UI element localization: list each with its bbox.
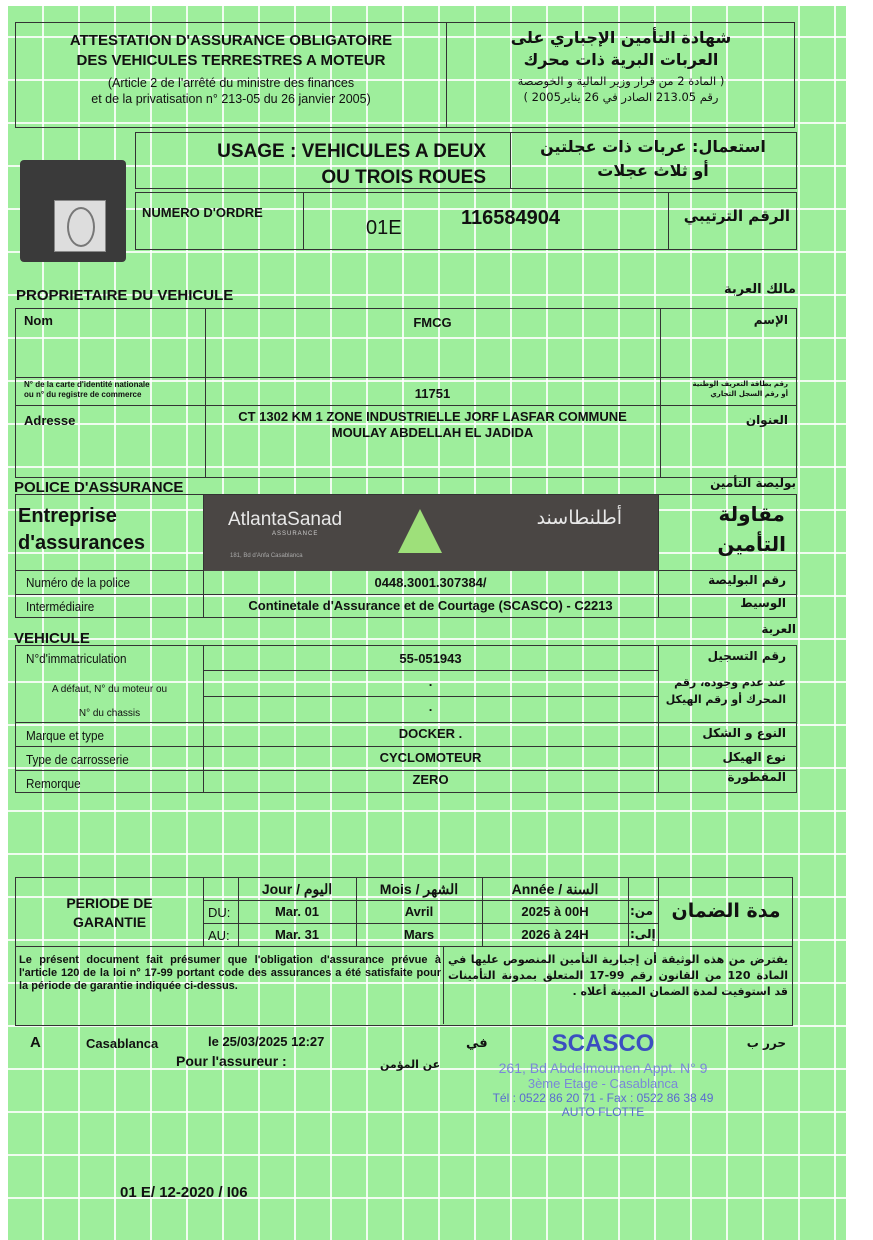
title-ar-line-1: شهادة التأمين الإجباري على — [510, 28, 732, 47]
moteur-value: . — [428, 674, 433, 689]
intermediaire-label: Intermédiaire — [26, 599, 95, 614]
section-heading-police: POLICE D'ASSURANCE — [14, 479, 184, 496]
du-mois: Avril — [404, 904, 434, 919]
stamp-address: 261, Bd Abdelmoumen Appt. N° 9 — [498, 1060, 708, 1076]
col-jour: Jour / اليوم — [261, 881, 333, 897]
numero-ordre-label: NUMERO D'ORDRE — [142, 205, 263, 220]
entreprise-label-ar — [717, 499, 786, 559]
signature-date: le 25/03/2025 12:27 — [208, 1034, 325, 1049]
du-jour: Mar. 01 — [274, 904, 320, 919]
subtitle-ar-line-1: ( المادة 2 من قرار وزير المالية و الخوصصة — [517, 74, 725, 88]
defaut-label-ar — [666, 674, 786, 708]
defaut-label — [16, 678, 203, 726]
usage-fr-line-1: USAGE : VEHICULES A DEUX — [217, 141, 486, 162]
numero-police-label-ar: رقم البوليصة — [708, 573, 786, 587]
notice-box — [15, 946, 793, 1026]
entreprise-label — [18, 503, 145, 557]
intermediaire-label-ar: الوسيط — [740, 596, 786, 610]
company-stamp — [448, 1030, 758, 1119]
carrosserie-label-ar: نوع الهيكل — [722, 750, 786, 764]
periode-label-line-2: GARANTIE — [72, 914, 147, 930]
au-mois: Mars — [403, 927, 435, 942]
section-heading-vehicule-ar: العربة — [761, 622, 796, 636]
section-heading-proprietaire-ar: مالك العربة — [724, 282, 796, 297]
numero-ordre-prefix: 01E — [366, 217, 402, 239]
adresse-line-2: MOULAY ABDELLAH EL JADIDA — [331, 425, 534, 440]
emblem-icon — [54, 200, 106, 252]
au-annee: 2026 à 24H — [521, 927, 589, 942]
stamp-name: SCASCO — [551, 1030, 655, 1057]
logo-name-ar: أطلنطاسند — [536, 507, 622, 529]
nom-value: FMCG — [413, 315, 452, 330]
title-ar — [446, 27, 796, 71]
numero-ordre-label-ar: الرقم الترتيبي — [683, 207, 790, 225]
entreprise-label-line-2: d'assurances — [18, 532, 146, 554]
footer-code: 01 E/ 12-2020 / I06 — [120, 1184, 248, 1201]
id-label-ar-line-1: رقم بطاقة التعريف الوطنية — [692, 380, 788, 388]
nom-label-ar: الإسم — [753, 313, 788, 327]
marque-value: DOCKER . — [398, 726, 463, 741]
entreprise-label-line-1: Entreprise — [18, 505, 117, 527]
signature-fi-ar: في — [466, 1036, 488, 1051]
col-annee: Année / السنة — [511, 881, 599, 897]
notice-fr: Le présent document fait présumer que l'obligation d'assurance prévue à l'article 120 de la loi n° 17-99 portant code des assurances a été satisfaite pour la période de garantie indiquée ci-dessus. — [19, 954, 441, 992]
id-label-ar — [693, 379, 788, 399]
usage-fr — [156, 139, 486, 191]
carrosserie-label: Type de carrosserie — [26, 752, 129, 767]
stamp-auto-flotte: AUTO FLOTTE — [561, 1105, 645, 1119]
title-fr — [16, 31, 446, 71]
periode-table — [15, 877, 793, 947]
attestation-document — [8, 6, 846, 1240]
periode-label-ar: مدة الضمان — [671, 900, 781, 922]
logo-address: 181, Bd d'Anfa Casablanca — [230, 553, 303, 559]
immatriculation-value: 55-051943 — [399, 651, 462, 666]
intermediaire-value: Continetale d'Assurance et de Courtage (SCASCO) - C2213 — [248, 598, 613, 613]
signature-pour-assureur: Pour l'assureur : — [176, 1053, 287, 1069]
periode-label-line-1: PERIODE DE — [66, 895, 153, 911]
entreprise-label-ar-line-1: مقاولة — [718, 502, 785, 526]
carrosserie-value: CYCLOMOTEUR — [379, 750, 482, 765]
du-label: DU: — [208, 905, 231, 920]
remorque-label: Remorque — [26, 776, 81, 791]
usage-ar — [510, 135, 796, 183]
adresse-line-1: CT 1302 KM 1 ZONE INDUSTRIELLE JORF LASFAR COMMUNE — [238, 409, 627, 424]
insurance-emblem — [20, 160, 126, 262]
marque-label-ar: النوع و الشكل — [702, 726, 786, 740]
defaut-label-ar-line-2: المحرك أو رقم الهيكل — [665, 693, 786, 706]
logo-name: AtlantaSanad — [228, 509, 343, 530]
signature-an-almoaman-ar: عن المؤمن — [380, 1058, 441, 1071]
adresse-label: Adresse — [24, 413, 76, 428]
police-table — [15, 494, 797, 618]
section-heading-vehicule: VEHICULE — [14, 630, 90, 647]
numero-ordre-number: 116584904 — [461, 207, 561, 229]
subtitle-ar-line-2: رقم 213.05 الصادر في 26 يناير2005 ) — [523, 90, 719, 104]
id-label-line-2: ou n° du registre de commerce — [24, 390, 142, 399]
header-box — [15, 22, 795, 128]
ila-label-ar: إلى: — [630, 927, 656, 941]
immatriculation-label-ar: رقم التسجيل — [707, 649, 786, 663]
title-line-1: ATTESTATION D'ASSURANCE OBLIGATOIRE — [69, 32, 393, 49]
nom-label: Nom — [24, 313, 53, 328]
numero-ordre-box — [135, 192, 797, 250]
remorque-label-ar: المقطورة — [727, 770, 786, 784]
defaut-label-ar-line-1: عند عدم وجوده، رقم — [674, 676, 786, 689]
col-mois: Mois / الشهر — [379, 881, 459, 897]
logo-sub: ASSURANCE — [272, 531, 319, 537]
defaut-label-line-1: A défaut, N° du moteur ou — [51, 684, 168, 695]
usage-ar-line-1: استعمال: عربات ذات عجلتين — [540, 137, 766, 156]
signature-a: A — [30, 1034, 41, 1051]
notice-ar: يفترض من هذه الوثيقة أن إجبارية التأمين المنصوص عليها في المادة 120 من القانون رقم 99-17 المتعلق بمدونة التأمينات قد استوفيت لمدة الضمان المبينة أعلاه . — [448, 953, 788, 998]
usage-fr-line-2: OU TROIS ROUES — [321, 167, 486, 188]
id-value: 11751 — [414, 386, 451, 401]
id-label-line-1: N° de la carte d'identité nationale — [24, 380, 150, 389]
section-heading-proprietaire: PROPRIETAIRE DU VEHICULE — [16, 287, 234, 304]
title-ar-line-2: العربات البرية ذات محرك — [523, 50, 719, 69]
signature-city: Casablanca — [86, 1036, 159, 1051]
id-label — [24, 380, 150, 400]
chassis-value: . — [428, 699, 433, 714]
remorque-value: ZERO — [412, 772, 449, 787]
entreprise-label-ar-line-2: التأمين — [717, 532, 786, 556]
stamp-phone: Tél : 0522 86 20 71 - Fax : 0522 86 38 49 — [492, 1091, 714, 1105]
stamp-city: 3ème Etage - Casablanca — [527, 1076, 679, 1091]
numero-police-value: 0448.3001.307384/ — [374, 575, 487, 590]
adresse-value — [205, 409, 660, 441]
au-label: AU: — [208, 928, 230, 943]
usage-box — [135, 132, 797, 189]
usage-ar-line-2: أو ثلاث عجلات — [597, 161, 709, 180]
marque-label: Marque et type — [26, 728, 105, 743]
section-heading-police-ar: بوليصة التأمين — [710, 476, 796, 490]
id-label-ar-line-2: أو رقم السجل التجاري — [710, 390, 788, 398]
subtitle-line-2: et de la privatisation n° 213-05 du 26 janvier 2005) — [91, 92, 371, 106]
periode-label — [16, 894, 203, 932]
vehicule-table — [15, 645, 797, 793]
title-line-2: DES VEHICULES TERRESTRES A MOTEUR — [76, 52, 386, 69]
subtitle-line-1: (Article 2 de l'arrêté du ministre des finances — [107, 76, 355, 90]
min-label-ar: من: — [630, 904, 654, 918]
defaut-label-line-2: N° du chassis — [78, 708, 141, 719]
insurer-logo — [204, 495, 658, 571]
au-jour: Mar. 31 — [274, 927, 320, 942]
proprietaire-table — [15, 308, 797, 478]
du-annee: 2025 à 00H — [521, 904, 589, 919]
adresse-label-ar: العنوان — [745, 413, 788, 427]
immatriculation-label: N°d'immatriculation — [26, 651, 127, 666]
logo-mark-icon — [398, 509, 442, 553]
subtitle-ar — [446, 73, 796, 105]
signature-harrara-ar: حرر ب — [746, 1036, 786, 1050]
numero-police-label: Numéro de la police — [26, 575, 131, 590]
subtitle-fr — [16, 75, 446, 107]
